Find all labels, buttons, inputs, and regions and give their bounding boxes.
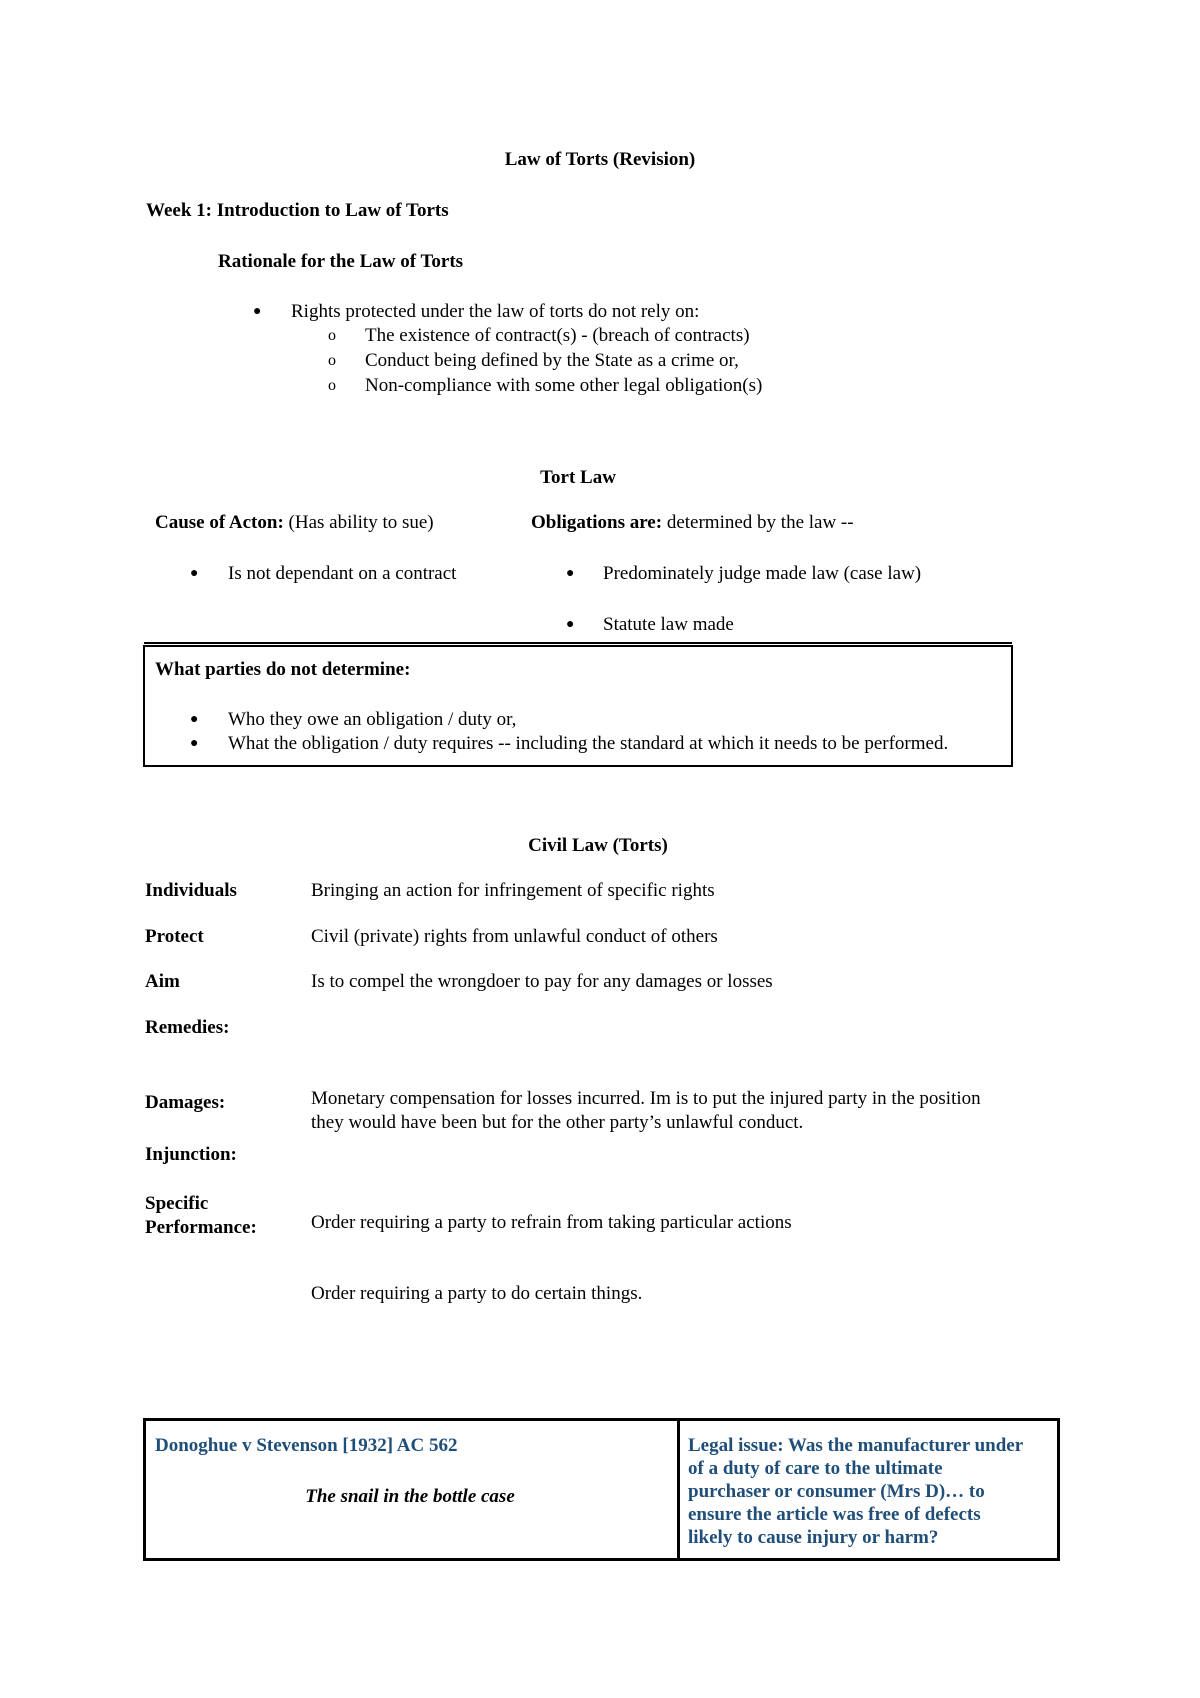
specific-performance-label-line2: Performance: [145,1217,257,1238]
row-text-aim: Is to compel the wrongdoer to pay for any damages or losses [311,971,773,992]
legal-issue-line: ensure the article was free of defects [688,1504,981,1525]
obligations-bullet: Predominately judge made law (case law) [603,563,922,584]
row-label-aim: Aim [145,971,180,992]
rationale-bullet: Rights protected under the law of torts do not rely on: [291,301,700,322]
week-heading: Week 1: Introduction to Law of Torts [146,200,449,221]
cause-of-action [155,511,434,535]
civil-law-heading: Civil Law (Torts) [528,835,668,856]
row-label-protect: Protect [145,926,204,947]
bullet-icon: ● [190,566,199,581]
obligations-text: determined by the law -- [666,512,854,533]
do-text: Order requiring a party to do certain things. [311,1283,643,1304]
parties-bullet: Who they owe an obligation / duty or, [228,709,517,730]
row-label-individuals: Individuals [145,880,237,901]
document-title: Law of Torts (Revision) [504,149,696,170]
bullet-icon: ● [190,712,199,727]
legal-issue-line: purchaser or consumer (Mrs D)… to [688,1481,985,1502]
row-text-individuals: Bringing an action for infringement of specific rights [311,880,715,901]
damages-text-line2: they would have been but for the other party’s unlawful conduct. [311,1112,804,1133]
obligations-label: Obligations are: [531,512,663,533]
cause-text: (Has ability to sue) [288,512,434,533]
injunction-label: Injunction: [145,1144,237,1165]
circle-bullet-icon: o [328,377,336,394]
obligations-bullet: Statute law made [603,614,734,635]
remedies-label: Remedies: [145,1017,230,1038]
obligations [531,511,854,535]
specific-performance-label-line1: Specific [145,1193,209,1214]
bullet-icon: ● [566,617,575,632]
case-subtitle: The snail in the bottle case [305,1486,515,1507]
refrain-text: Order requiring a party to refrain from taking particular actions [311,1212,792,1233]
rationale-sub-item: Non-compliance with some other legal obligation(s) [365,375,763,396]
bullet-icon: ● [190,736,199,751]
legal-issue-line: likely to cause injury or harm? [688,1527,939,1548]
parties-bullet: What the obligation / duty requires -- including the standard at which it needs to be performed. [228,733,949,754]
rationale-sub-item: Conduct being defined by the State as a crime or, [365,350,739,371]
row-text-protect: Civil (private) rights from unlawful conduct of others [311,926,718,947]
circle-bullet-icon: o [328,352,336,369]
circle-bullet-icon: o [328,327,336,344]
damages-label: Damages: [145,1092,226,1113]
bullet-icon: ● [566,566,575,581]
bullet-icon: ● [253,304,262,319]
case-box-divider [677,1418,680,1561]
legal-issue-line: of a duty of care to the ultimate [688,1458,943,1479]
damages-text-line1: Monetary compensation for losses incurred. Im is to put the injured party in the position [311,1088,981,1109]
cause-bullet: Is not dependant on a contract [228,563,457,584]
rationale-sub-item: The existence of contract(s) - (breach of contracts) [365,325,750,346]
legal-issue-line: Legal issue: Was the manufacturer under [688,1435,1024,1456]
rationale-heading: Rationale for the Law of Torts [218,251,464,272]
case-name: Donoghue v Stevenson [1932] AC 562 [155,1435,458,1456]
tort-law-heading: Tort Law [540,467,616,488]
cause-label: Cause of Acton: [155,512,284,533]
divider [144,642,1012,644]
parties-heading: What parties do not determine: [155,659,411,680]
